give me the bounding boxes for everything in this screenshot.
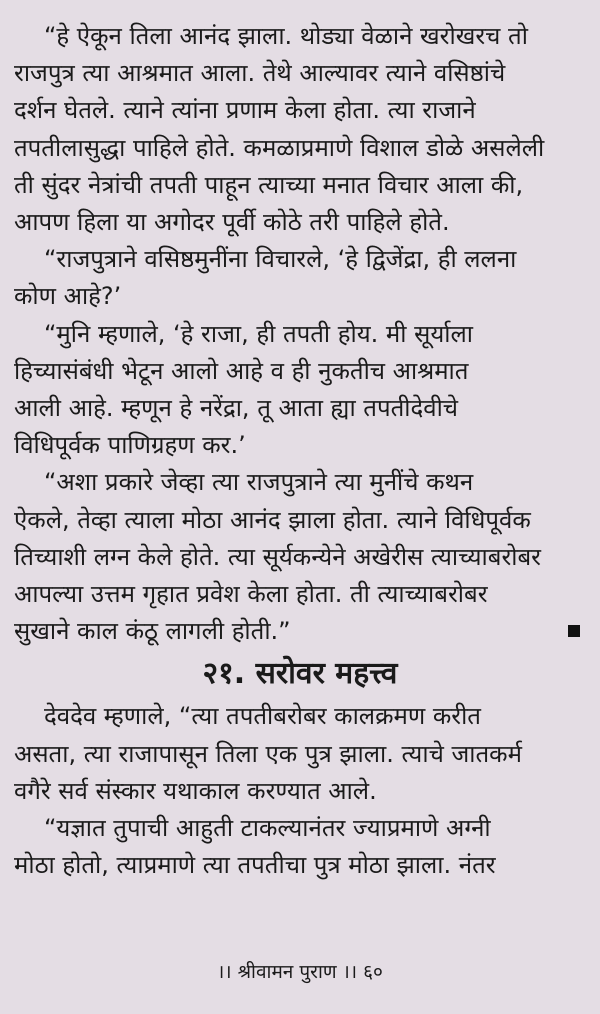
text-line: ऐकले, तेव्हा त्याला मोठा आनंद झाला होता. त्याने विधिपूर्वक <box>14 505 531 534</box>
page-footer: ।। श्रीवामन पुराण ।। ६० <box>217 961 383 983</box>
text-line: आपण हिला या अगोदर पूर्वी कोठे तरी पाहिले होते. <box>14 208 450 237</box>
text-line: “राजपुत्राने वसिष्ठमुनींना विचारले, ‘हे द्विजेंद्रा, ही ललना <box>44 245 517 274</box>
text-line: असता, त्या राजापासून तिला एक पुत्र झाला. त्याचे जातकर्म <box>14 739 522 768</box>
paragraph-4 <box>14 464 586 650</box>
text-line: कोण आहे?’ <box>14 282 122 311</box>
paragraph-2 <box>14 241 586 315</box>
text-line: राजपुत्र त्या आश्रमात आला. तेथे आल्यावर त्याने वसिष्ठांचे <box>14 59 506 88</box>
section-end-square-icon <box>568 625 580 637</box>
text-line: हिच्यासंबंधी भेटून आलो आहे व ही नुकतीच आश्रमात <box>14 356 469 385</box>
paragraph-5 <box>14 698 586 810</box>
text-line: “यज्ञात तुपाची आहुती टाकल्यानंतर ज्याप्रमाणे अग्नी <box>44 814 491 843</box>
text-line: आपल्या उत्तम गृहात प्रवेश केला होता. ती त्याच्याबरोबर <box>14 580 488 609</box>
text-line: तिच्याशी लग्न केले होते. त्या सूर्यकन्येने अखेरीस त्याच्याबरोबर <box>14 542 541 571</box>
paragraph-6 <box>14 810 586 884</box>
text-line: “हे ऐकून तिला आनंद झाला. थोड्या वेळाने खरोखरच तो <box>44 22 528 50</box>
paragraph-3 <box>14 316 586 465</box>
text-line: विधिपूर्वक पाणिग्रहण कर.’ <box>14 431 246 460</box>
text-line: वगैरे सर्व संस्कार यथाकाल करण्यात आले. <box>14 776 377 805</box>
paragraph-1 <box>14 18 586 241</box>
text-line: मोठा होतो, त्याप्रमाणे त्या तपतीचा पुत्र मोठा झाला. नंतर <box>14 851 496 880</box>
text-line: आली आहे. म्हणून हे नरेंद्रा, तू आता ह्या तपतीदेवीचे <box>14 394 459 423</box>
page-body <box>14 18 586 884</box>
text-line: ती सुंदर नेत्रांची तपती पाहून त्याच्या मनात विचार आला की, <box>14 170 524 199</box>
text-line: तपतीलासुद्धा पाहिले होते. कमळाप्रमाणे विशाल डोळे असलेली <box>14 133 545 162</box>
section-heading: २१. सरोवर महत्त्व <box>202 656 398 692</box>
text-line: देवदेव म्हणाले, “त्या तपतीबरोबर कालक्रमण करीत <box>44 702 481 731</box>
text-line: “अशा प्रकारे जेव्हा त्या राजपुत्राने त्या मुनींचे कथन <box>44 468 474 497</box>
section-end-row <box>14 613 586 650</box>
text-line: “मुनि म्हणाले, ‘हे राजा, ही तपती होय. मी सूर्याला <box>44 319 473 348</box>
text-line: दर्शन घेतले. त्याने त्यांना प्रणाम केला होता. त्या राजाने <box>14 96 476 125</box>
text-line: सुखाने काल कंठू लागली होती.” <box>14 617 291 646</box>
